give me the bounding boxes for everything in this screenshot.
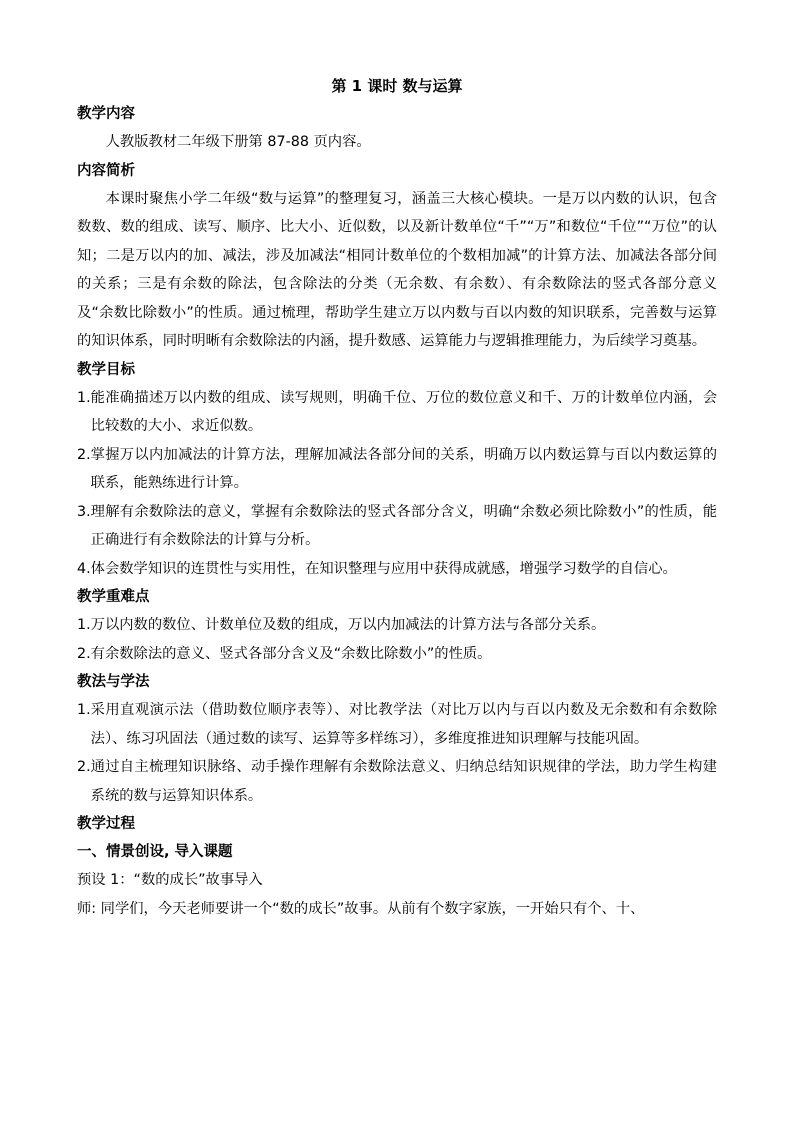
keypoint-text: 有余数除法的意义、竖式各部分含义及“余数比除数小”的性质。 [90,645,492,662]
goal-text: 掌握万以内加减法的计算方法，理解加减法各部分间的关系，明确万以内数运算与百以内数运算的联系，能熟练进行计算。 [90,446,717,491]
goal-number: 2. [77,446,91,463]
keypoint-item [77,611,717,640]
method-text: 采用直观演示法（借助数位顺序表等）、对比教学法（对比万以内与百以内数及无余数和有余数除法）、练习巩固法（通过数的读写、运算等多样练习），多维度推进知识理解与技能巩固。 [90,702,717,747]
process-heading: 教学过程 [77,816,135,832]
goal-item [77,555,717,584]
content-heading: 教学内容 [77,106,135,122]
goal-number: 4. [77,560,91,577]
goal-text: 理解有余数除法的意义，掌握有余数除法的竖式各部分含义，明确“余数必须比除数小”的性质，能正确进行有余数除法的计算与分析。 [90,503,717,548]
goal-item [77,498,717,555]
goal-number: 3. [77,503,91,520]
teacher-line: 师: 同学们，今天老师要讲一个“数的成长”故事。从前有个数字家族，一开始只有个、十、 [77,900,645,917]
goal-text: 体会数学知识的连贯性与实用性，在知识整理与应用中获得成就感，增强学习数学的自信心。 [90,560,677,577]
goal-item [77,384,717,441]
keypoint-number: 2. [77,645,91,662]
keypoints-heading: 教学重难点 [77,589,150,605]
summary-text: 本课时聚焦小学二年级“数与运算”的整理复习，涵盖三大核心模块。一是万以内数的认识，包含数数、数的组成、读写、顺序、比大小、近似数，以及新计数单位“千”“万”和数位“千位”“万位”的认知；二是万以内的加、减法，涉及加减法“相同计数单位的个数相加减”的计算方法、加减法各部分间的关系；三是有余数的除法，包含除法的分类（无余数、有余数）、有余数除法的竖式各部分意义及“余数比除数小”的性质。通过梳理，帮助学生建立万以内数与百以内数的知识联系，完善数与运算的知识体系，同时明晰有余数除法的内涵，提升数感、运算能力与逻辑推理能力，为后续学习奠基。 [77,190,717,349]
goal-text: 能准确描述万以内数的组成、读写规则，明确千位、万位的数位意义和千、万的计数单位内涵，会比较数的大小、求近似数。 [90,389,717,434]
lesson-title: 第 1 课时 数与运算 [331,77,463,95]
method-number: 1. [77,702,91,718]
method-number: 2. [77,759,91,775]
preset-line: 预设 1：“数的成长”故事导入 [77,872,263,888]
method-item [77,753,717,810]
goals-heading: 教学目标 [77,361,135,378]
keypoint-number: 1. [77,617,91,633]
document-page [77,72,717,923]
methods-heading: 教法与学法 [77,674,150,690]
method-text: 通过自主梳理知识脉络、动手操作理解有余数除法意义、归纳总结知识规律的学法，助力学生构建系统的数与运算知识体系。 [90,759,717,804]
summary-heading: 内容简析 [77,162,135,179]
section-1-heading: 一、情景创设, 导入课题 [77,844,233,860]
method-item [77,696,717,753]
content-text: 人教版教材二年级下册第 87-88 页内容。 [105,134,371,150]
goal-number: 1. [77,389,91,406]
keypoint-text: 万以内数的数位、计数单位及数的组成，万以内加减法的计算方法与各部分关系。 [90,617,606,633]
keypoint-item [77,640,717,669]
goal-item [77,441,717,498]
